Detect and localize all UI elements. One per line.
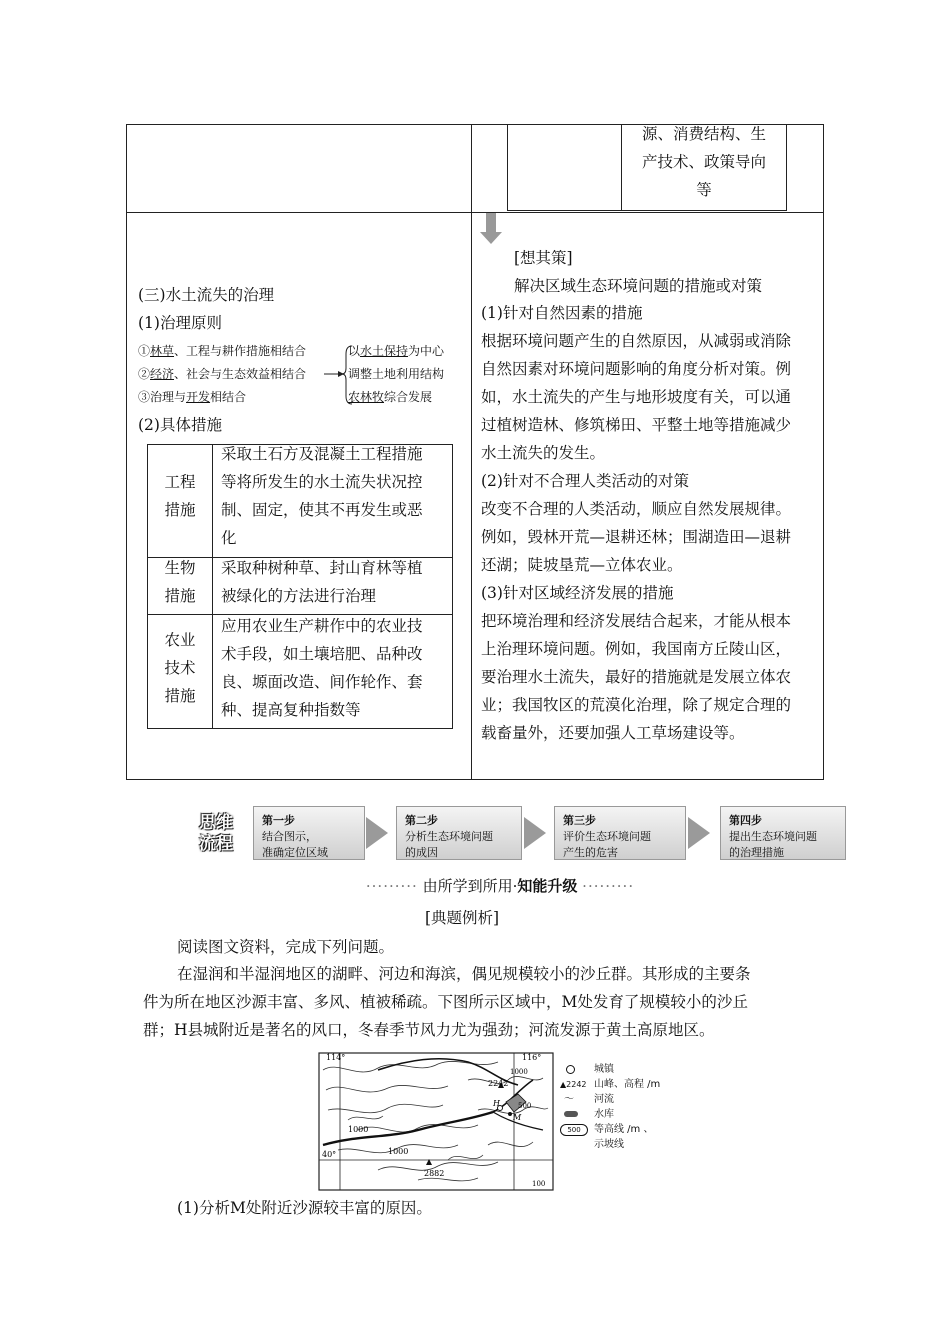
lon-right: 116° [522, 1053, 542, 1062]
question-1: (1)分析M处附近沙源较丰富的原因。 [177, 1199, 432, 1217]
measure-desc-agricultural: 应用农业生产耕作中的农业技 术手段，如土壤培肥、品种改 良、塬面改造、间作轮作、套 种、提高复种指数等 [221, 617, 423, 719]
town-label: H [493, 1099, 500, 1108]
flow-arrow-icon [524, 817, 546, 849]
map-legend: 城镇 ▲2242 山峰、高程 /m 〜 河流 水库 500 等高线 /m 、 示坡线 [560, 1064, 661, 1150]
principle-3: ③治理与开发相结合 [138, 390, 247, 404]
measures-title: (2)具体措施 [138, 416, 222, 434]
paragraph-intro: 阅读图文资料，完成下列问题。 [177, 938, 395, 956]
cell-line: 源、消费结构、生 [641, 125, 766, 143]
cell-line: 产技术、政策导向 [641, 153, 766, 171]
contour-icon: 500 [560, 1124, 588, 1136]
principle-title: (1)治理原则 [138, 314, 222, 332]
principle-result-1: 以水土保持为中心 [348, 344, 445, 358]
peak-icon: ▲2242 [560, 1080, 587, 1089]
section-banner: ········· 由所学到所用·知能升级 ········· [365, 877, 635, 895]
reservoir-icon [564, 1111, 578, 1117]
principle-result-3: 农林牧综合发展 [348, 390, 433, 404]
strategy-tag: [想其策] [514, 249, 573, 267]
paragraph-body: 在湿润和半湿润地区的湖畔、河边和海滨，偶见规模较小的沙丘群。其形成的主要条 件为所在地区沙源丰富、多风、植被稀疏。下图所示区域中，M处发育了规模较小的沙丘 群；H县城附近是著名的风口，冬春季节风力尤为强劲；河流发源于黄土高原地区。 [143, 965, 751, 1039]
section-title: (三)水土流失的治理 [138, 286, 275, 304]
measure-desc-engineering: 采取土石方及混凝土工程措施 等将所发生的水土流失状况控 制、固定，使其不再发生或恶 化 [221, 445, 423, 547]
lat-label: 40° [322, 1150, 337, 1159]
contour-label: 1000 [510, 1068, 528, 1076]
measure-name-agricultural: 农业 技术 措施 [164, 631, 196, 705]
site-label: M [513, 1113, 522, 1122]
principle-1: ①林草、工程与耕作措施相结合 [138, 344, 307, 358]
down-arrow-icon [480, 213, 502, 245]
measure-name-engineering: 工程 措施 [164, 473, 196, 519]
flow-step-1: 第一步 结合图示， 准确定位区域 [253, 806, 365, 860]
flow-label: 思维 流程 [199, 813, 233, 854]
example-tag: [典题例析] [425, 909, 500, 927]
peak-label-1: 2242 [488, 1079, 509, 1088]
contour-label: 1000 [348, 1125, 369, 1134]
town-icon [566, 1065, 575, 1074]
measure-desc-biological: 采取种树种草、封山育林等植 被绿化的方法进行治理 [221, 559, 423, 605]
flow-arrow-icon [688, 817, 710, 849]
contour-label: 1000 [388, 1147, 409, 1156]
contour-label: 100 [532, 1180, 546, 1188]
topographic-map [318, 1050, 554, 1192]
flow-arrow-icon [366, 817, 388, 849]
lon-left: 114° [326, 1053, 346, 1062]
river-icon: 〜 [564, 1094, 574, 1105]
flow-step-4: 第四步 提出生态环境问题 的治理措施 [720, 806, 846, 860]
flow-step-2: 第二步 分析生态环境问题 的成因 [396, 806, 522, 860]
strategy-body: (1)针对自然因素的措施 根据环境问题产生的自然原因，从减弱或消除 自然因素对环境问题影响的角度分析对策。例 如，水土流失的产生与地形坡度有关，可以通 过植树造林、修筑梯田、平整土地等措施减少 水土流失的发生。 (2)针对不合理人类活动的对策 改变不合理的人类活动，顺应自然发展规律。 例如，毁林开荒—退耕还林；围湖造田—退耕 还湖；陡坡垦荒—立体农业。 (3)针对区域经济发展的措施 把环境治理和经济发展结合起来，才能从根本 上治理环境问题。例如，我国南方丘陵山区， 要治理水土流失，最好的措施就是发展立体农 业；我国牧区的荒漠化治理，除了规定合理的 载畜量外，还要加强人工草场建设等。 [481, 304, 792, 742]
measure-name-biological: 生物 措施 [164, 559, 196, 605]
peak-label-2: 2882 [424, 1169, 445, 1178]
principle-result-2: 调整土地利用结构 [348, 367, 445, 381]
contour-label: 500 [518, 1102, 532, 1110]
cell-line: 等 [696, 181, 712, 199]
strategy-title: 解决区域生态环境问题的措施或对策 [514, 277, 763, 295]
principle-2: ②经济、社会与生态效益相结合 [138, 367, 307, 381]
flow-step-3: 第三步 评价生态环境问题 产生的危害 [554, 806, 686, 860]
